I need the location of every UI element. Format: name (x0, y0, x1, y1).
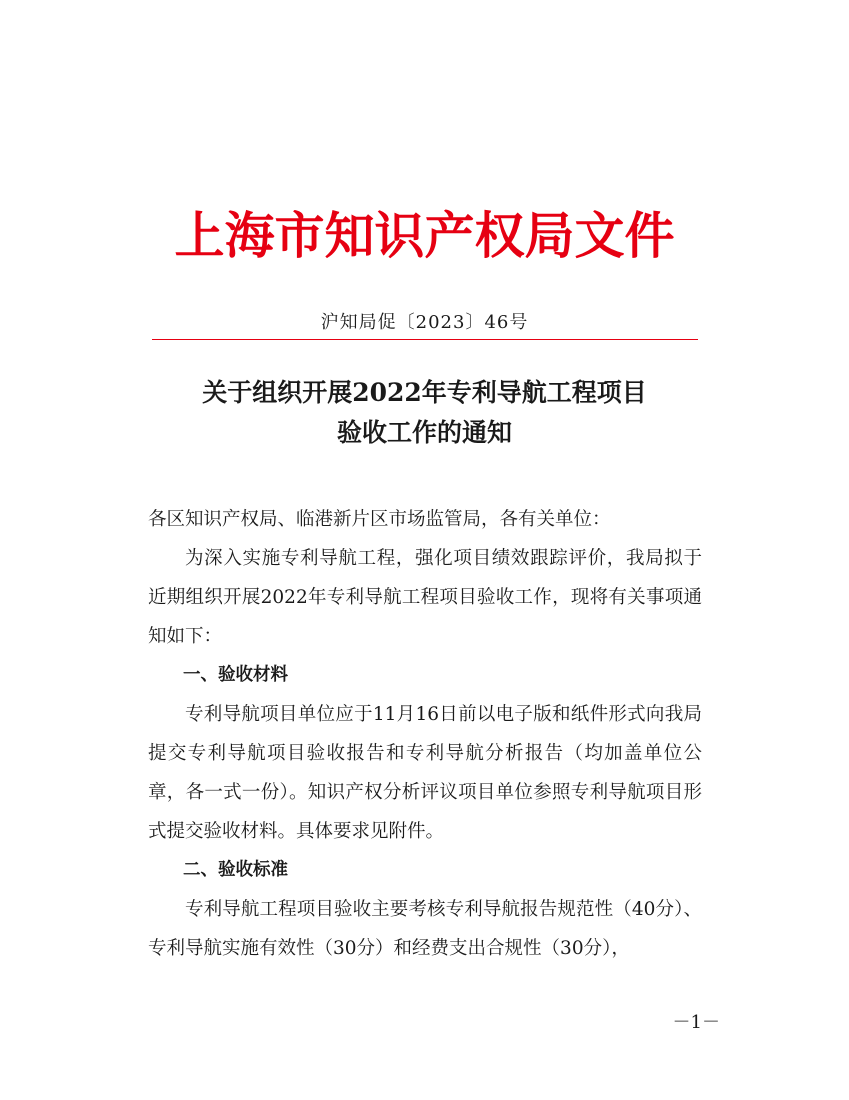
page-number: －1－ (672, 1012, 720, 1033)
salutation: 各区知识产权局、临港新片区市场监管局，各有关单位： (148, 509, 611, 530)
notice-body (148, 500, 702, 968)
document-header-title: 上海市知识产权局文件 (174, 206, 675, 265)
red-separator-line (152, 339, 698, 340)
intro-paragraph: 为深入实施专利导航工程，强化项目绩效跟踪评价，我局拟于近期组织开展2022年专利导航工程项目验收工作，现将有关事项通知如下： (148, 548, 702, 647)
notice-title-line-2: 验收工作的通知 (336, 418, 512, 447)
section-1-heading: 一、验收材料 (183, 665, 288, 685)
notice-title-line-1: 关于组织开展2022年专利导航工程项目 (202, 378, 647, 407)
notice-title (0, 373, 849, 453)
document-number: 沪知局促〔2023〕46号 (320, 312, 529, 333)
section-1-paragraph: 专利导航项目单位应于11月16日前以电子版和纸件形式向我局提交专利导航项目验收报告和专利导航分析报告（均加盖单位公章，各一式一份）。知识产权分析评议项目单位参照专利导航项目形式提交验收材料。具体要求见附件。 (148, 704, 702, 842)
section-2-paragraph: 专利导航工程项目验收主要考核专利导航报告规范性（40分）、专利导航实施有效性（30分）和经费支出合规性（30分）， (148, 899, 702, 959)
section-2-heading: 二、验收标准 (183, 860, 288, 880)
